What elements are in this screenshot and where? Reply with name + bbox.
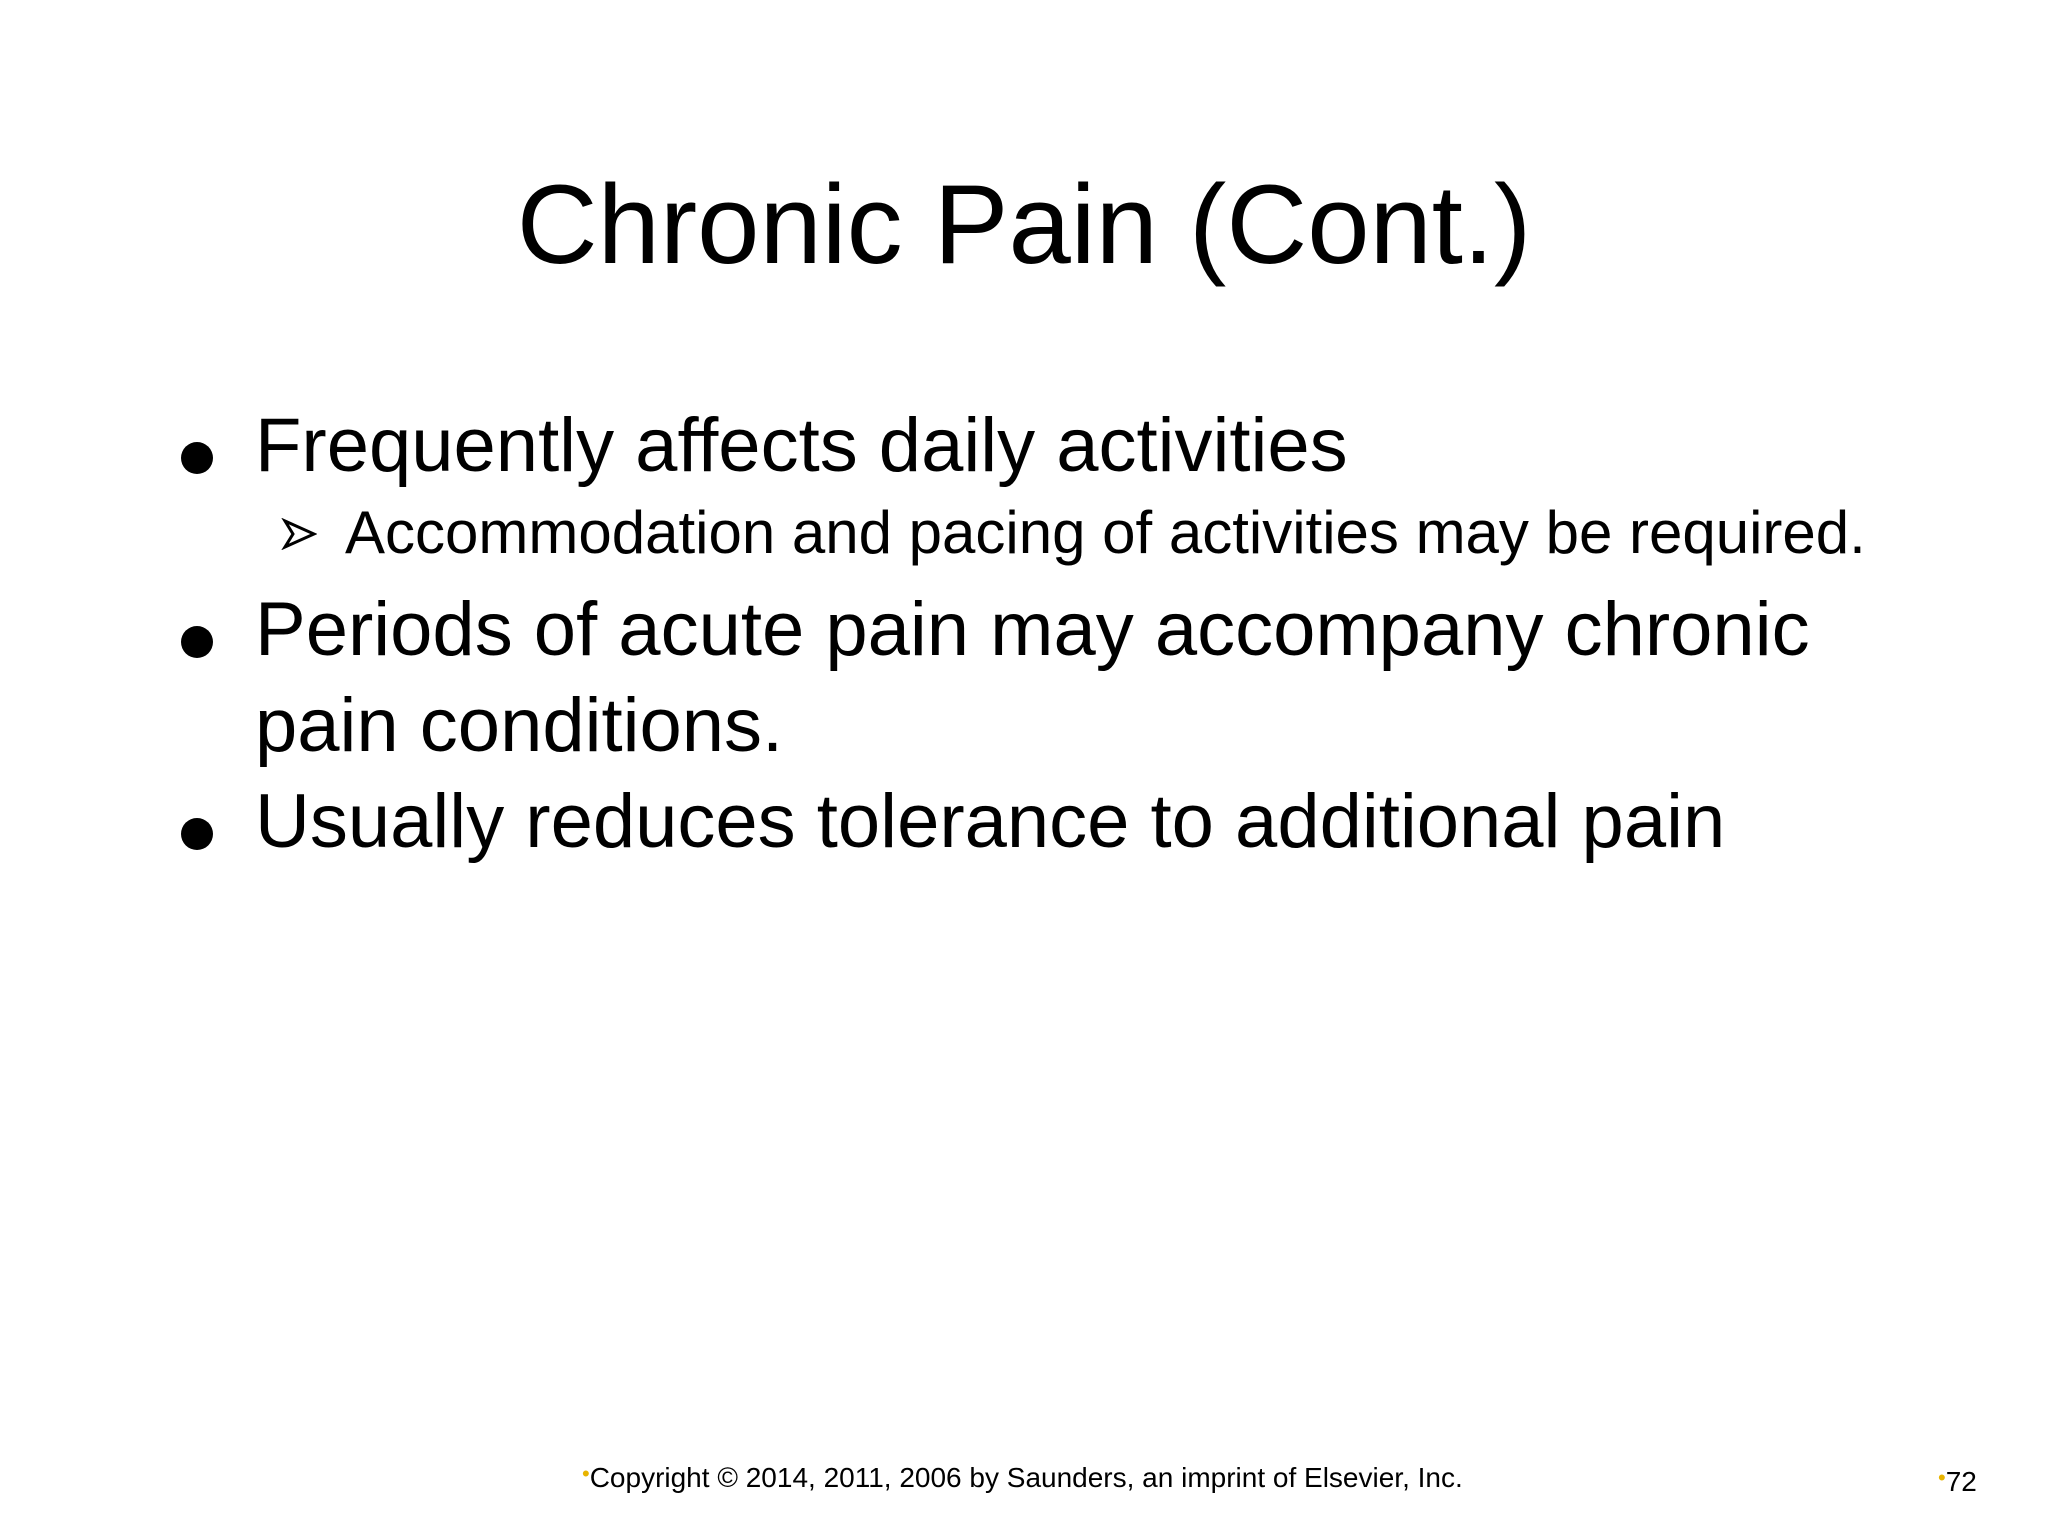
arrowhead-bullet-icon bbox=[281, 518, 317, 550]
bullet-dot-icon bbox=[181, 818, 213, 850]
slide-title: Chronic Pain (Cont.) bbox=[516, 162, 1532, 287]
bullet-text: Usually reduces tolerance to additional pain bbox=[255, 779, 1726, 864]
footer-bullet-icon: • bbox=[582, 1461, 590, 1486]
sub-bullet-text: Accommodation and pacing of activities may be required. bbox=[345, 499, 1866, 566]
copyright-text: Copyright © 2014, 2011, 2006 by Saunders, an imprint of Elsevier, Inc. bbox=[589, 1462, 1463, 1493]
footer-bullet-icon: • bbox=[1938, 1465, 1946, 1490]
page-number-text: 72 bbox=[1945, 1466, 1977, 1497]
bullet-dot-icon bbox=[181, 626, 213, 658]
bullet-item bbox=[175, 582, 1875, 774]
bullet-text: Frequently affects daily activities bbox=[255, 403, 1348, 488]
copyright-footer bbox=[582, 1456, 1463, 1496]
bullet-list bbox=[175, 398, 1875, 870]
bullet-text: Periods of acute pain may accompany chronic pain conditions. bbox=[255, 587, 1810, 768]
bullet-item bbox=[175, 774, 1875, 870]
bullet-dot-icon bbox=[181, 442, 213, 474]
sub-bullet-item bbox=[175, 492, 1875, 574]
page-number bbox=[1938, 1460, 1977, 1500]
bullet-item bbox=[175, 398, 1875, 494]
